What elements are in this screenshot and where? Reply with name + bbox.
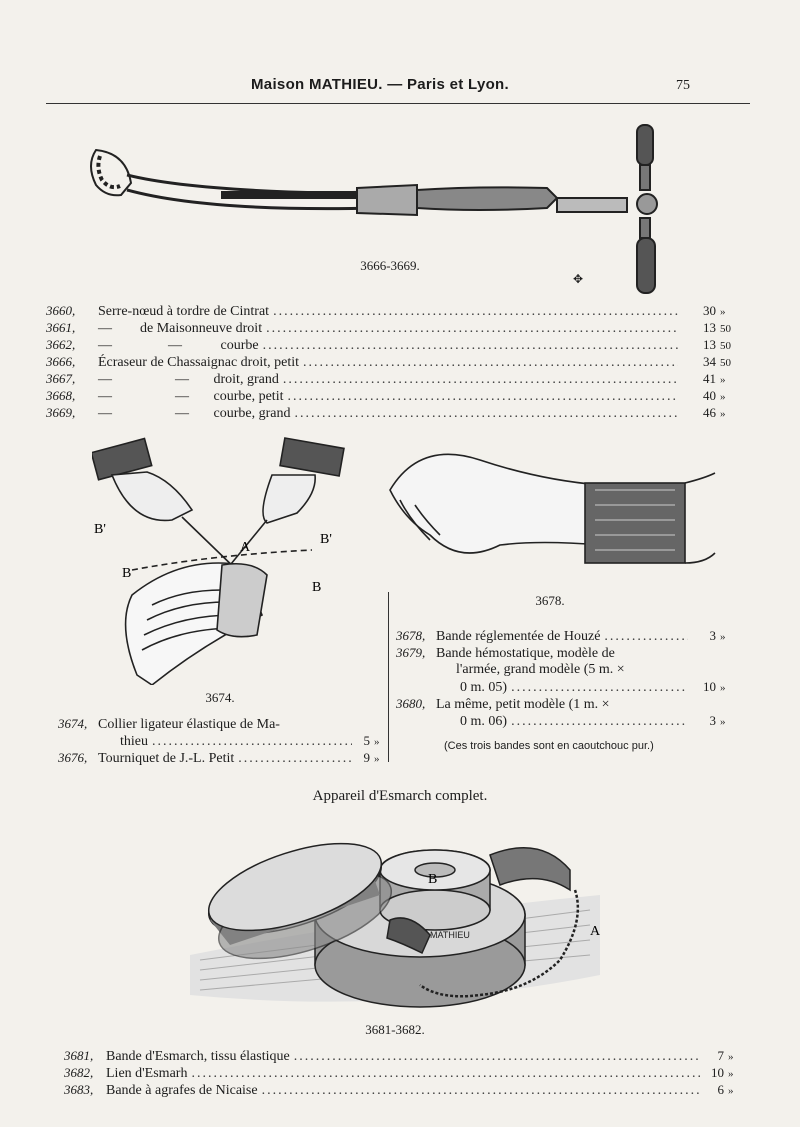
list-item: 3682, Lien d'Esmarh ..... 10 »: [64, 1065, 744, 1082]
label-b-prime-right: B': [320, 532, 332, 547]
list-item: l'armée, grand modèle (5 m. ×: [456, 662, 625, 677]
column-divider: [388, 592, 389, 762]
list-item: 3674, Collier ligateur élastique de Ma-: [58, 716, 280, 732]
list-item: 3660, Serre-nœud à tordre de Cintrat ..... 30 »: [46, 303, 746, 320]
list-item: 3661, — de Maisonneuve droit ..... 13 50: [46, 320, 746, 337]
esmarch-illustration: [180, 815, 610, 1020]
ecraseur-caption: 3666-3669.: [360, 258, 420, 273]
label-b-left: B: [122, 566, 132, 581]
esmarch-label-b: B: [428, 872, 438, 887]
price-list-left: [58, 716, 388, 767]
bande-houze-caption: 3678.: [535, 593, 565, 608]
list-item: 3669, — — courbe, grand ..... 46 »: [46, 405, 746, 422]
rubber-note: (Ces trois bandes sont en caoutchouc pur.): [444, 740, 654, 752]
list-item: 3683, Bande à agrafes de Nicaise ..... 6 »: [64, 1082, 744, 1099]
list-item: 3668, — — courbe, petit ..... 40 »: [46, 388, 746, 405]
esmarch-label-a: A: [590, 924, 601, 939]
price-list-top: [46, 303, 746, 422]
page-header-title: Maison MATHIEU. — Paris et Lyon.: [251, 76, 509, 93]
collier-caption: 3674.: [205, 690, 235, 705]
label-a: A: [240, 540, 251, 555]
list-item: 3681, Bande d'Esmarch, tissu élastique ..... 7 »: [64, 1048, 744, 1065]
maker-mark-icon: ✥: [573, 272, 584, 286]
price-list-bottom: [64, 1048, 744, 1099]
price-list-right: [396, 628, 740, 730]
list-item: 3666, Écraseur de Chassaignac droit, petit ..... 34 50: [46, 354, 746, 371]
esmarch-brand-mark: MATHIEU: [430, 930, 470, 940]
section-title: Appareil d'Esmarch complet.: [312, 788, 488, 804]
esmarch-caption: 3681-3682.: [365, 1022, 425, 1037]
label-b-right: B: [312, 580, 322, 595]
list-item: 3676, Tourniquet de J.-L. Petit ..... 9 »: [58, 750, 388, 767]
list-item: 3679, Bande hémostatique, modèle de: [396, 645, 615, 661]
header-rule: [46, 103, 750, 104]
list-item: thieu ..... 5 »: [58, 733, 388, 750]
list-item: 0 m. 05) ..... 10 »: [396, 679, 740, 696]
page-number: 75: [676, 78, 690, 93]
list-item: 3667, — — droit, grand ..... 41 »: [46, 371, 746, 388]
list-item: 3662, — — courbe ..... 13 50: [46, 337, 746, 354]
list-item: 3680, La même, petit modèle (1 m. ×: [396, 696, 610, 712]
bande-houze-illustration: [380, 435, 720, 585]
list-item: 3678, Bande réglementée de Houzé ..... 3 »: [396, 628, 740, 645]
label-b-prime-left: B': [94, 522, 106, 537]
list-item: 0 m. 06) ..... 3 »: [396, 713, 740, 730]
collier-illustration: [92, 435, 352, 685]
